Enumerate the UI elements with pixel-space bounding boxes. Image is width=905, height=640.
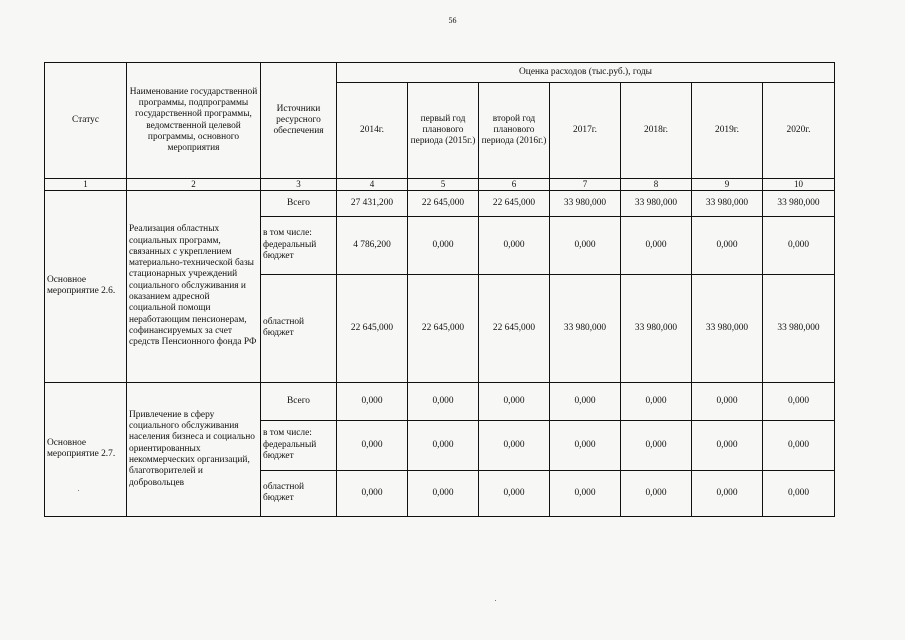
value-cell: 0,000 bbox=[692, 420, 763, 470]
value-cell: 0,000 bbox=[550, 382, 621, 420]
scan-speck bbox=[78, 490, 79, 491]
header-year: 2014г. bbox=[337, 83, 408, 179]
index-cell: 2 bbox=[127, 179, 261, 191]
value-cell: 33 980,000 bbox=[692, 190, 763, 216]
value-cell: 0,000 bbox=[337, 420, 408, 470]
value-cell: 0,000 bbox=[479, 216, 550, 274]
source-label: Всего bbox=[261, 382, 337, 420]
value-cell: 0,000 bbox=[408, 420, 479, 470]
value-cell: 22 645,000 bbox=[479, 190, 550, 216]
table-row bbox=[45, 382, 835, 420]
value-cell: 0,000 bbox=[763, 382, 835, 420]
value-cell: 0,000 bbox=[763, 420, 835, 470]
index-cell: 8 bbox=[621, 179, 692, 191]
value-cell: 33 980,000 bbox=[621, 190, 692, 216]
value-cell: 0,000 bbox=[692, 216, 763, 274]
index-cell: 5 bbox=[408, 179, 479, 191]
page-number: 56 bbox=[448, 16, 457, 25]
source-label: Всего bbox=[261, 190, 337, 216]
activity-name: Реализация областных социальных программ, связанных с укреплением материально-технической базы стационарных учреждений социального обслуживания и оказанием адресной социальной помощи неработающим пенсионерам, софинансируемых за счет средств Пенсионного фонда РФ bbox=[127, 190, 261, 382]
value-cell: 0,000 bbox=[550, 470, 621, 516]
index-row bbox=[45, 179, 835, 191]
value-cell: 0,000 bbox=[479, 382, 550, 420]
header-year: 2020г. bbox=[763, 83, 835, 179]
table-row bbox=[45, 190, 835, 216]
value-cell: 4 786,200 bbox=[337, 216, 408, 274]
source-label: в том числе: федеральный бюджет bbox=[261, 420, 337, 470]
index-cell: 4 bbox=[337, 179, 408, 191]
value-cell: 0,000 bbox=[763, 216, 835, 274]
value-cell: 0,000 bbox=[621, 382, 692, 420]
scan-speck bbox=[495, 600, 496, 601]
header-year: 2017г. bbox=[550, 83, 621, 179]
header-expenses-group: Оценка расходов (тыс.руб.), годы bbox=[337, 63, 835, 83]
value-cell: 33 980,000 bbox=[763, 274, 835, 382]
index-cell: 7 bbox=[550, 179, 621, 191]
value-cell: 33 980,000 bbox=[621, 274, 692, 382]
value-cell: 0,000 bbox=[550, 420, 621, 470]
activity-name: Привлечение в сферу социального обслуживания населения бизнеса и социально ориентированных некоммерческих организаций, благотворителей и добровольцев bbox=[127, 382, 261, 516]
value-cell: 33 980,000 bbox=[550, 274, 621, 382]
index-cell: 1 bbox=[45, 179, 127, 191]
value-cell: 0,000 bbox=[479, 420, 550, 470]
value-cell: 0,000 bbox=[408, 382, 479, 420]
value-cell: 0,000 bbox=[692, 470, 763, 516]
index-cell: 3 bbox=[261, 179, 337, 191]
value-cell: 0,000 bbox=[550, 216, 621, 274]
value-cell: 0,000 bbox=[408, 216, 479, 274]
value-cell: 0,000 bbox=[408, 470, 479, 516]
value-cell: 0,000 bbox=[621, 216, 692, 274]
value-cell: 0,000 bbox=[337, 382, 408, 420]
value-cell: 27 431,200 bbox=[337, 190, 408, 216]
header-year: первый год планового периода (2015г.) bbox=[408, 83, 479, 179]
header-sources: Источники ресурсного обеспечения bbox=[261, 63, 337, 179]
value-cell: 22 645,000 bbox=[479, 274, 550, 382]
source-label: областной бюджет bbox=[261, 274, 337, 382]
value-cell: 0,000 bbox=[621, 420, 692, 470]
activity-status: Основное мероприятие 2.7. bbox=[45, 382, 127, 516]
index-cell: 9 bbox=[692, 179, 763, 191]
header-year: второй год планового периода (2016г.) bbox=[479, 83, 550, 179]
header-name: Наименование государственной программы, подпрограммы государственной программы, ведомственной целевой программы, основного мероприятия bbox=[127, 63, 261, 179]
value-cell: 22 645,000 bbox=[337, 274, 408, 382]
value-cell: 0,000 bbox=[479, 470, 550, 516]
header-year: 2019г. bbox=[692, 83, 763, 179]
source-label: в том числе: федеральный бюджет bbox=[261, 216, 337, 274]
value-cell: 22 645,000 bbox=[408, 190, 479, 216]
value-cell: 0,000 bbox=[337, 470, 408, 516]
value-cell: 0,000 bbox=[621, 470, 692, 516]
header-year: 2018г. bbox=[621, 83, 692, 179]
source-label: областной бюджет bbox=[261, 470, 337, 516]
value-cell: 0,000 bbox=[692, 382, 763, 420]
value-cell: 33 980,000 bbox=[763, 190, 835, 216]
activity-status: Основное мероприятие 2.6. bbox=[45, 190, 127, 382]
budget-table bbox=[44, 62, 835, 517]
value-cell: 33 980,000 bbox=[692, 274, 763, 382]
index-cell: 6 bbox=[479, 179, 550, 191]
value-cell: 22 645,000 bbox=[408, 274, 479, 382]
value-cell: 33 980,000 bbox=[550, 190, 621, 216]
value-cell: 0,000 bbox=[763, 470, 835, 516]
header-status: Статус bbox=[45, 63, 127, 179]
index-cell: 10 bbox=[763, 179, 835, 191]
